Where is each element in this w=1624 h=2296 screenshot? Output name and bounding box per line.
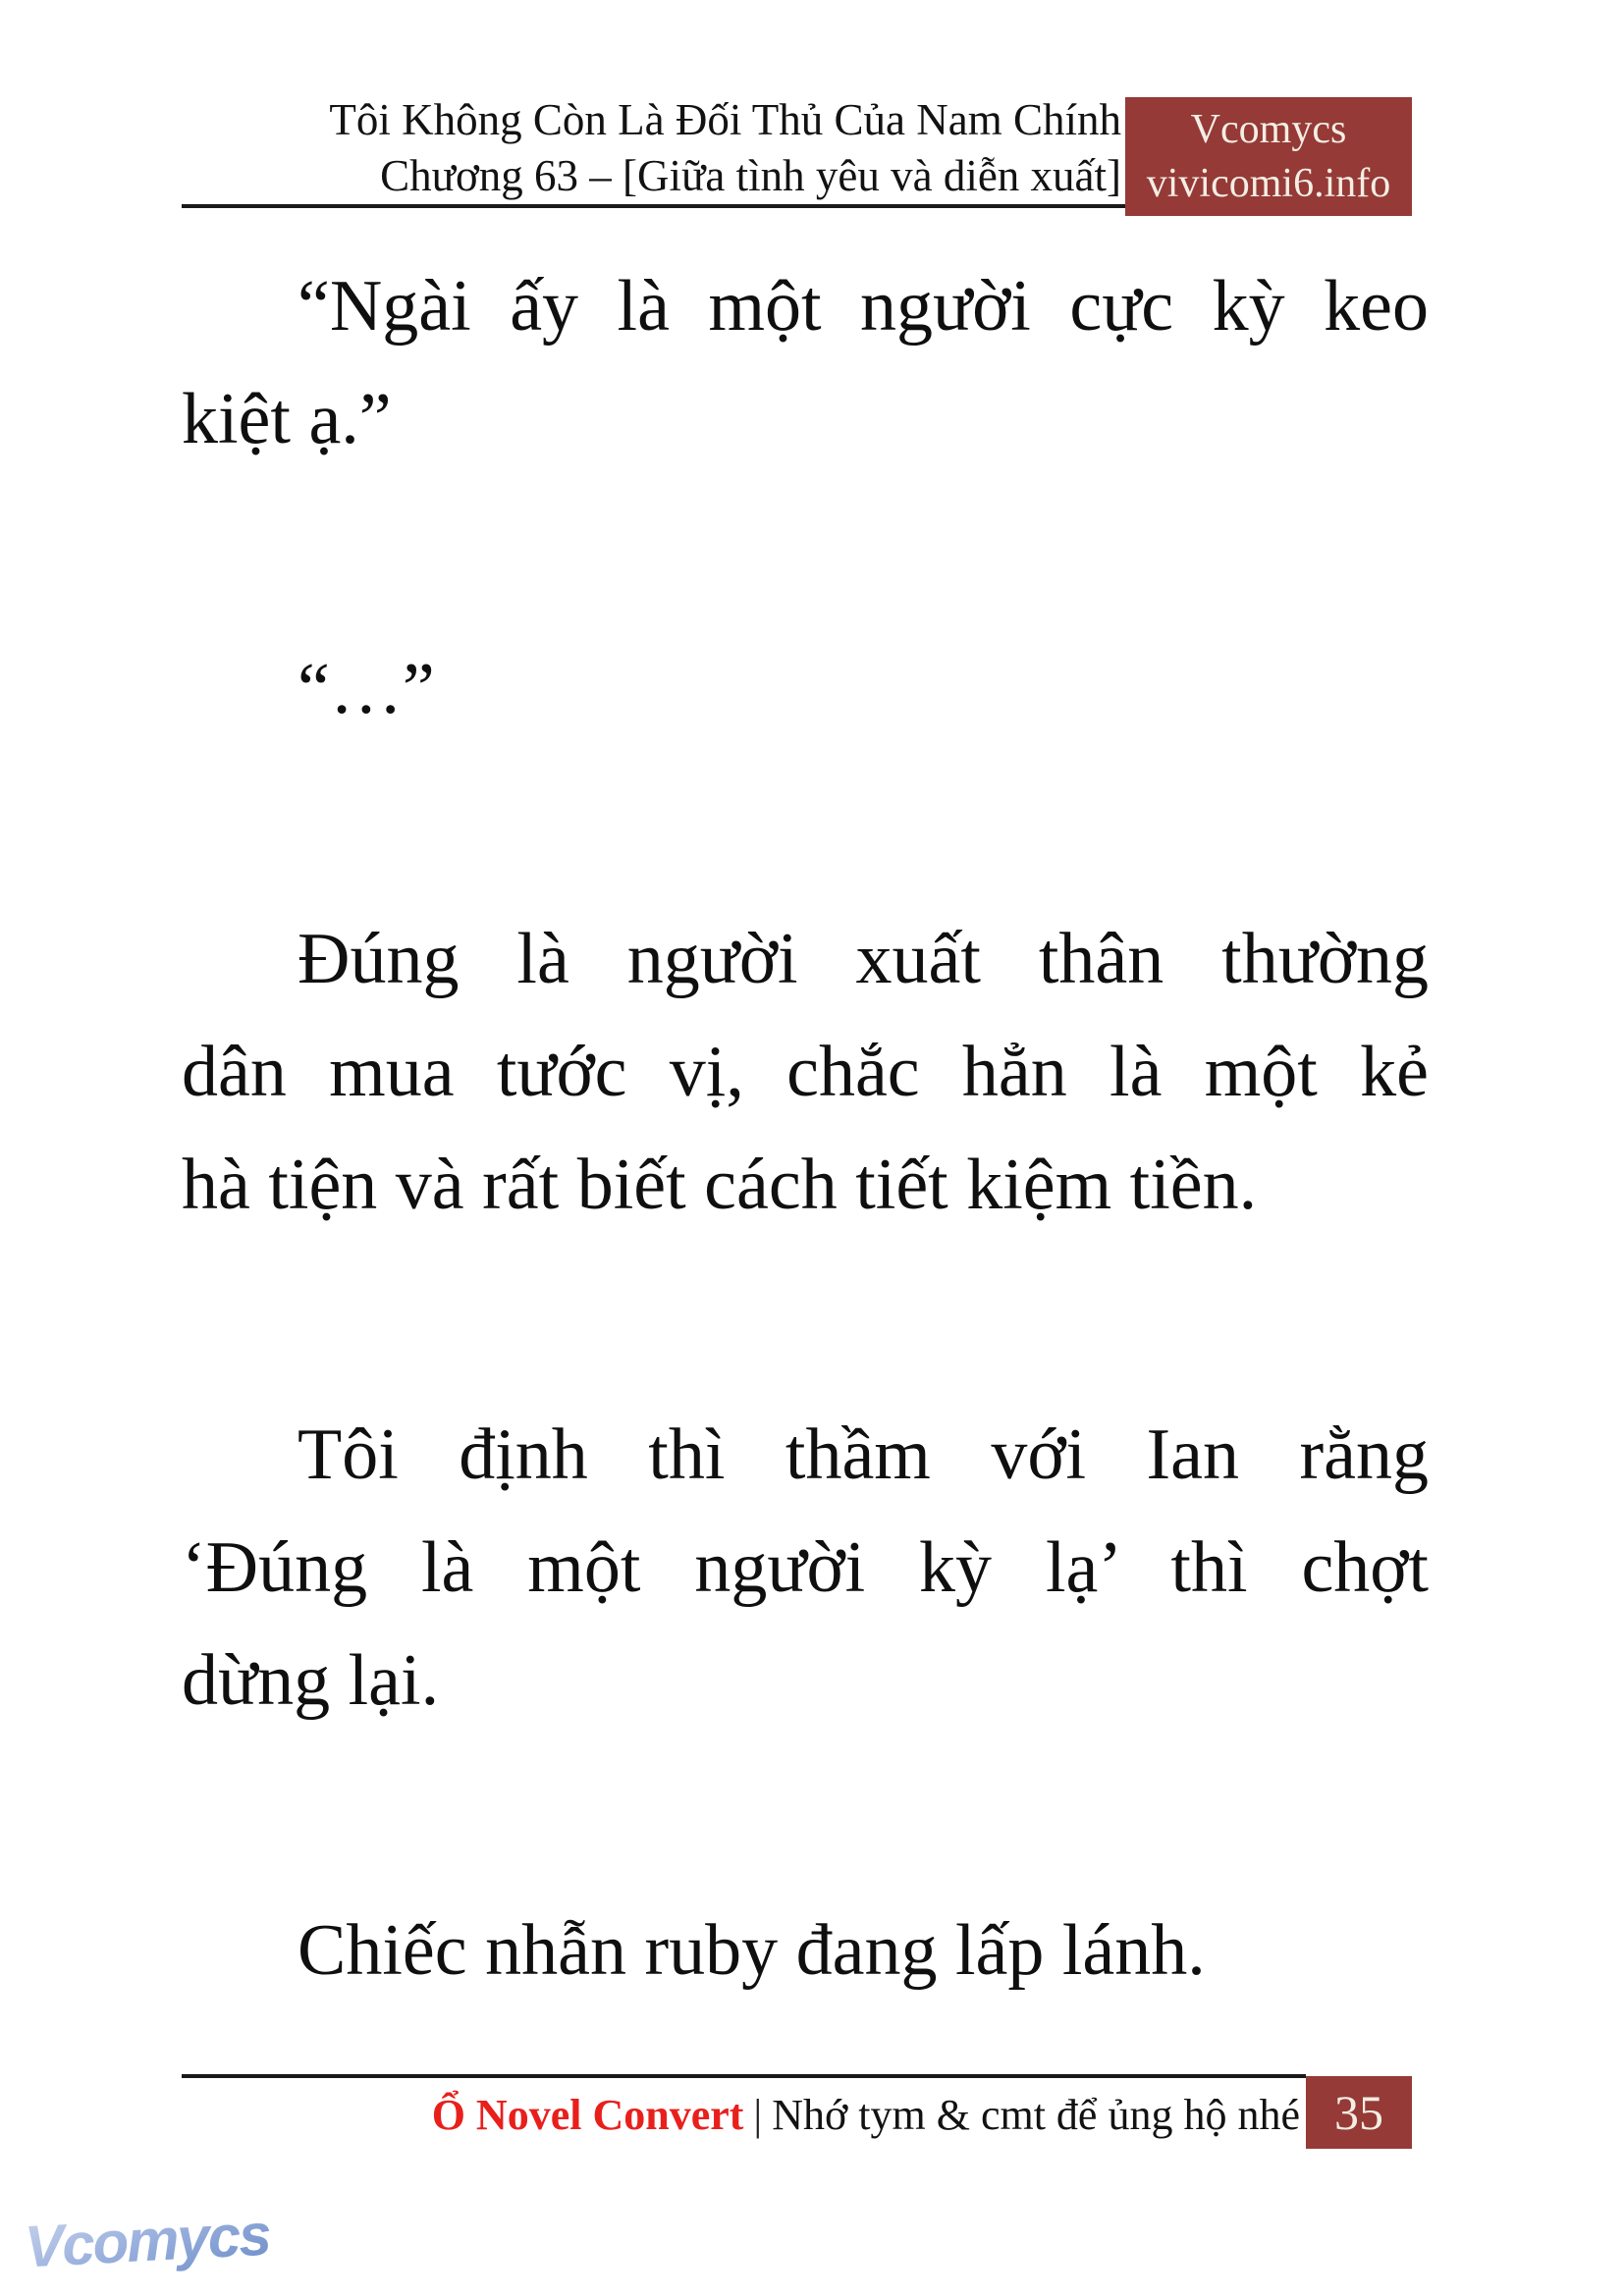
page-header [182,84,1412,216]
paragraph-line: ‘Đúng là một người kỳ lạ’ thì chợt [182,1527,1429,1608]
page-number: 35 [1334,2085,1383,2140]
paragraph [182,1399,1429,1737]
chapter-title-block [182,84,1129,208]
paragraph-line: Chiếc nhẫn ruby đang lấp lánh. [298,1910,1206,1991]
paragraph-line: “…” [298,649,435,729]
footer-brand: Ổ Novel Convert [431,2091,744,2139]
brand-badge [1125,97,1412,216]
paragraph-line: Đúng là người xuất thân thường [298,919,1429,999]
novel-title: Tôi Không Còn Là Đối Thủ Của Nam Chính [329,95,1121,144]
paragraph [182,250,1429,476]
brand-site-url: vivicomi6.info [1146,160,1391,206]
paragraph-line: kiệt ạ.” [182,379,392,459]
paragraph-line: “Ngài ấy là một người cực kỳ keo [298,266,1429,347]
page-footer [182,2074,1412,2153]
brand-name: Vcomycs [1190,106,1347,152]
paragraph [182,633,1429,746]
paragraph-line: hà tiện và rất biết cách tiết kiệm tiền. [182,1145,1258,1225]
paragraph-line: Tôi định thì thầm với Ian rằng [298,1415,1429,1495]
paragraph-line: dừng lại. [182,1640,440,1721]
page-number-badge [1306,2076,1412,2149]
footer-separator: | [753,2091,763,2139]
footer-note: Nhớ tym & cmt để ủng hộ nhé [772,2091,1300,2139]
paragraph [182,1895,1429,2007]
footer-divider [182,2074,1306,2078]
footer-text [432,2086,1300,2145]
vcomycs-watermark-logo: Vcomycs [23,2201,272,2280]
story-text [182,250,1429,2164]
paragraph [182,903,1429,1242]
chapter-subtitle: Chương 63 – [Giữa tình yêu và diễn xuất] [380,151,1121,200]
paragraph-line: dân mua tước vị, chắc hẳn là một kẻ [182,1032,1429,1112]
